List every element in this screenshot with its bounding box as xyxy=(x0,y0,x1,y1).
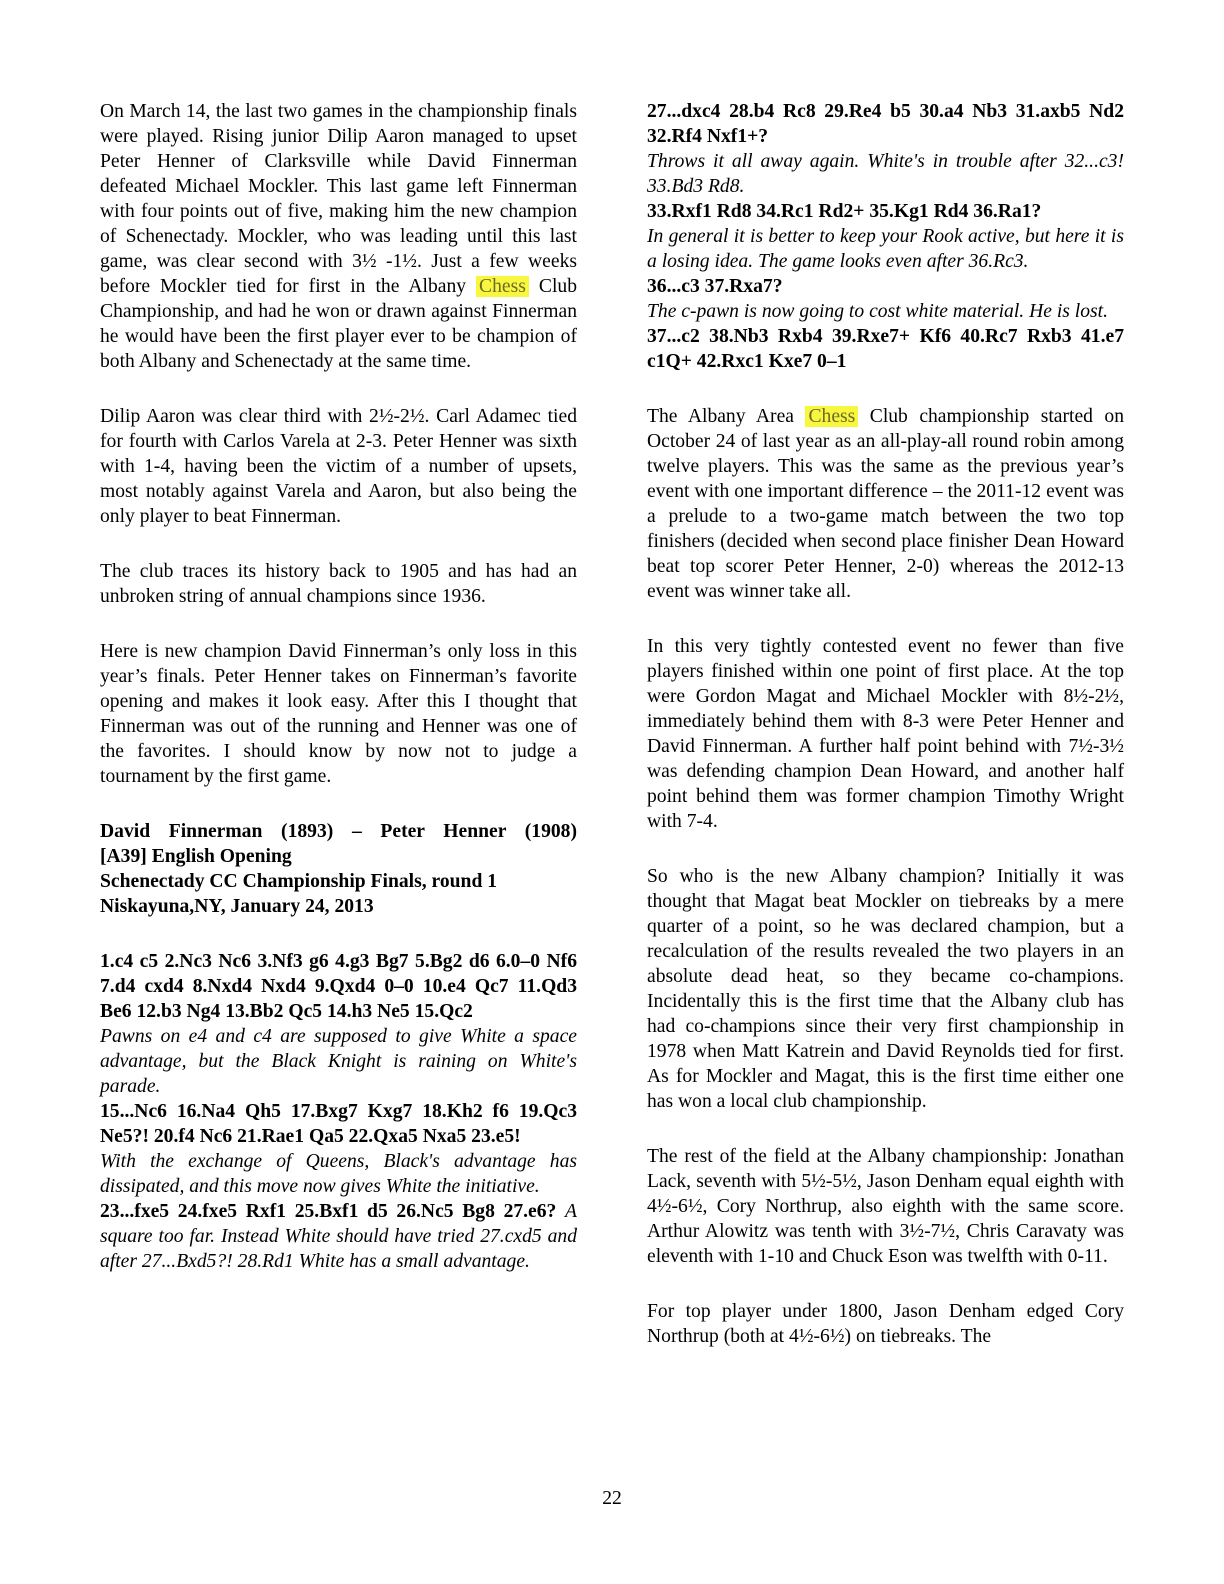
text-run: 23...fxe5 24.fxe5 Rxf1 25.Bxf1 d5 26.Nc5 Bg8 27.e6? xyxy=(100,1201,566,1222)
text-run: Here is new champion David Finnerman’s only loss in this year’s finals. Peter Henner takes on Finnerman’s favorite opening and makes it look easy. After this I thought that Finnerman was out of the running and Henner was one of the favorites. I should know by now not to judge a tournament by the first game. xyxy=(100,641,577,787)
left-column xyxy=(100,99,577,1349)
moves-33-36 xyxy=(647,199,1124,224)
game-header-players xyxy=(100,819,577,844)
text-run: The Albany Area xyxy=(647,406,806,427)
text-run: 37...c2 38.Nb3 Rxb4 39.Rxe7+ Kf6 40.Rc7 Rxb3 41.e7 c1Q+ 42.Rxc1 Kxe7 0–1 xyxy=(647,326,1124,372)
text-run: 1.c4 c5 2.Nc3 Nc6 3.Nf3 g6 4.g3 Bg7 5.Bg2 d6 6.0–0 Nf6 7.d4 cxd4 8.Nxd4 Nxd4 9.Qxd4 0–0 10.e4 Qc7 11.Qd3 Be6 12.b3 Ng4 13.Bb2 Qc5 14.h3 Ne5 15.Qc2 xyxy=(100,951,577,1022)
text-run: Niskayuna,NY, January 24, 2013 xyxy=(100,896,374,917)
albany-club-paragraph xyxy=(647,404,1124,604)
text-run: On March 14, the last two games in the championship finals were played. Rising junior Dilip Aaron managed to upset Peter Henner of Clarksville while David Finnerman defeated Michael Mockler. This last game left Finnerman with four points out of five, making him the new champion of Schenectady. Mockler, who was leading until this last game, was clear second with 3½ -1½. Just a few weeks before Mockler tied for first in the Albany xyxy=(100,101,577,297)
moves-1-15 xyxy=(100,949,577,1024)
game-header-details xyxy=(100,844,577,919)
text-run: In general it is better to keep your Rook active, but here it is a losing idea. The game looks even after 36.Rc3. xyxy=(647,226,1124,272)
text-run: Dilip Aaron was clear third with 2½-2½. Carl Adamec tied for fourth with Carlos Varela at 2-3. Peter Henner was sixth with 1-4, having been the victim of a number of upsets, most notably against Varela and Aaron, but also being the only player to beat Finnerman. xyxy=(100,406,577,527)
annotation-throws-away xyxy=(647,149,1124,199)
highlighted-term: Chess xyxy=(476,276,529,297)
highlighted-term: Chess xyxy=(805,406,858,427)
text-run: Club Championship, and had he won or drawn against Finnerman he would have been the first player ever to be champion of both Albany and Schenectady at the same time. xyxy=(100,276,577,372)
annotation-knight-parade xyxy=(100,1024,577,1099)
game-intro-paragraph xyxy=(100,639,577,789)
text-run: Schenectady CC Championship Finals, round 1 xyxy=(100,871,498,892)
text-run: [A39] English Opening xyxy=(100,846,292,867)
text-run: With the exchange of Queens, Black's advantage has dissipated, and this move now gives White the initiative. xyxy=(100,1151,577,1197)
text-run: Throws it all away again. White's in trouble after 32...c3! 33.Bd3 Rd8. xyxy=(647,151,1124,197)
text-run: A square too far. Instead White should have tried 27.cxd5 and after 27...Bxd5?! 28.Rd1 White has a small advantage. xyxy=(100,1201,577,1272)
two-column-layout xyxy=(100,99,1124,1349)
annotation-rook-active xyxy=(647,224,1124,274)
right-column xyxy=(647,99,1124,1349)
text-run: David Finnerman (1893) – Peter Henner (1908) xyxy=(100,821,577,842)
moves-27-32 xyxy=(647,99,1124,149)
annotation-c-pawn xyxy=(647,299,1124,324)
moves-37-42-result xyxy=(647,324,1124,374)
text-run: For top player under 1800, Jason Denham edged Cory Northrup (both at 4½-6½) on tiebreaks. The xyxy=(647,1301,1124,1347)
text-run: In this very tightly contested event no fewer than five players finished within one point of first place. At the top were Gordon Magat and Michael Mockler with 8½-2½, immediately behind them with 8-3 were Peter Henner and David Finnerman. A further half point behind with 7½-3½ was defending champion Dean Howard, and another half point behind them was former champion Timothy Wright with 7-4. xyxy=(647,636,1124,832)
under-1800-paragraph xyxy=(647,1299,1124,1349)
text-run: The club traces its history back to 1905 and has had an unbroken string of annual champions since 1936. xyxy=(100,561,577,607)
text-run: So who is the new Albany champion? Initially it was thought that Magat beat Mockler on tiebreaks by a mere quarter of a point, so he was declared champion, but a recalculation of the results revealed the two players in an absolute dead heat, so they became co-champions. Incidentally this is the first time that the Albany club has had co-champions since their very first championship in 1978 when Matt Katrein and David Reynolds tied for first. As for Mockler and Magat, this is the first time either one has won a local club championship. xyxy=(647,866,1124,1112)
moves-23-27-with-note xyxy=(100,1199,577,1274)
club-history-paragraph xyxy=(100,559,577,609)
albany-contest-paragraph xyxy=(647,634,1124,834)
text-run: The c-pawn is now going to cost white material. He is lost. xyxy=(647,301,1108,322)
schenectady-standings-paragraph xyxy=(100,404,577,529)
text-run: Club championship started on October 24 of last year as an all-play-all round robin among twelve players. This was the same as the previous year’s event with one important difference – the 2011-12 event was a prelude to a two-game match between the two top finishers (decided when second place finisher Dean Howard beat top scorer Peter Henner, 2-0) whereas the 2012-13 event was winner take all. xyxy=(647,406,1124,602)
co-champions-paragraph xyxy=(647,864,1124,1114)
page-number: 22 xyxy=(602,1488,622,1509)
text-run: 15...Nc6 16.Na4 Qh5 17.Bxg7 Kxg7 18.Kh2 f6 19.Qc3 Ne5?! 20.f4 Nc6 21.Rae1 Qa5 22.Qxa5 Nxa5 23.e5! xyxy=(100,1101,577,1147)
march-finals-paragraph xyxy=(100,99,577,374)
text-run: 33.Rxf1 Rd8 34.Rc1 Rd2+ 35.Kg1 Rd4 36.Ra1? xyxy=(647,201,1042,222)
annotation-queens-exchange xyxy=(100,1149,577,1199)
text-run: 27...dxc4 28.b4 Rc8 29.Re4 b5 30.a4 Nb3 31.axb5 Nd2 32.Rf4 Nxf1+? xyxy=(647,101,1124,147)
field-results-paragraph xyxy=(647,1144,1124,1269)
moves-15-23 xyxy=(100,1099,577,1149)
moves-36-37 xyxy=(647,274,1124,299)
text-run: 36...c3 37.Rxa7? xyxy=(647,276,783,297)
text-run: Pawns on e4 and c4 are supposed to give White a space advantage, but the Black Knight is raining on White's parade. xyxy=(100,1026,577,1097)
text-run: The rest of the field at the Albany championship: Jonathan Lack, seventh with 5½-5½, Jason Denham equal eighth with 4½-6½, Cory Northrup, also eighth with the same score. Arthur Alowitz was tenth with 3½-7½, Chris Caravaty was eleventh with 1-10 and Chuck Eson was twelfth with 0-11. xyxy=(647,1146,1124,1267)
